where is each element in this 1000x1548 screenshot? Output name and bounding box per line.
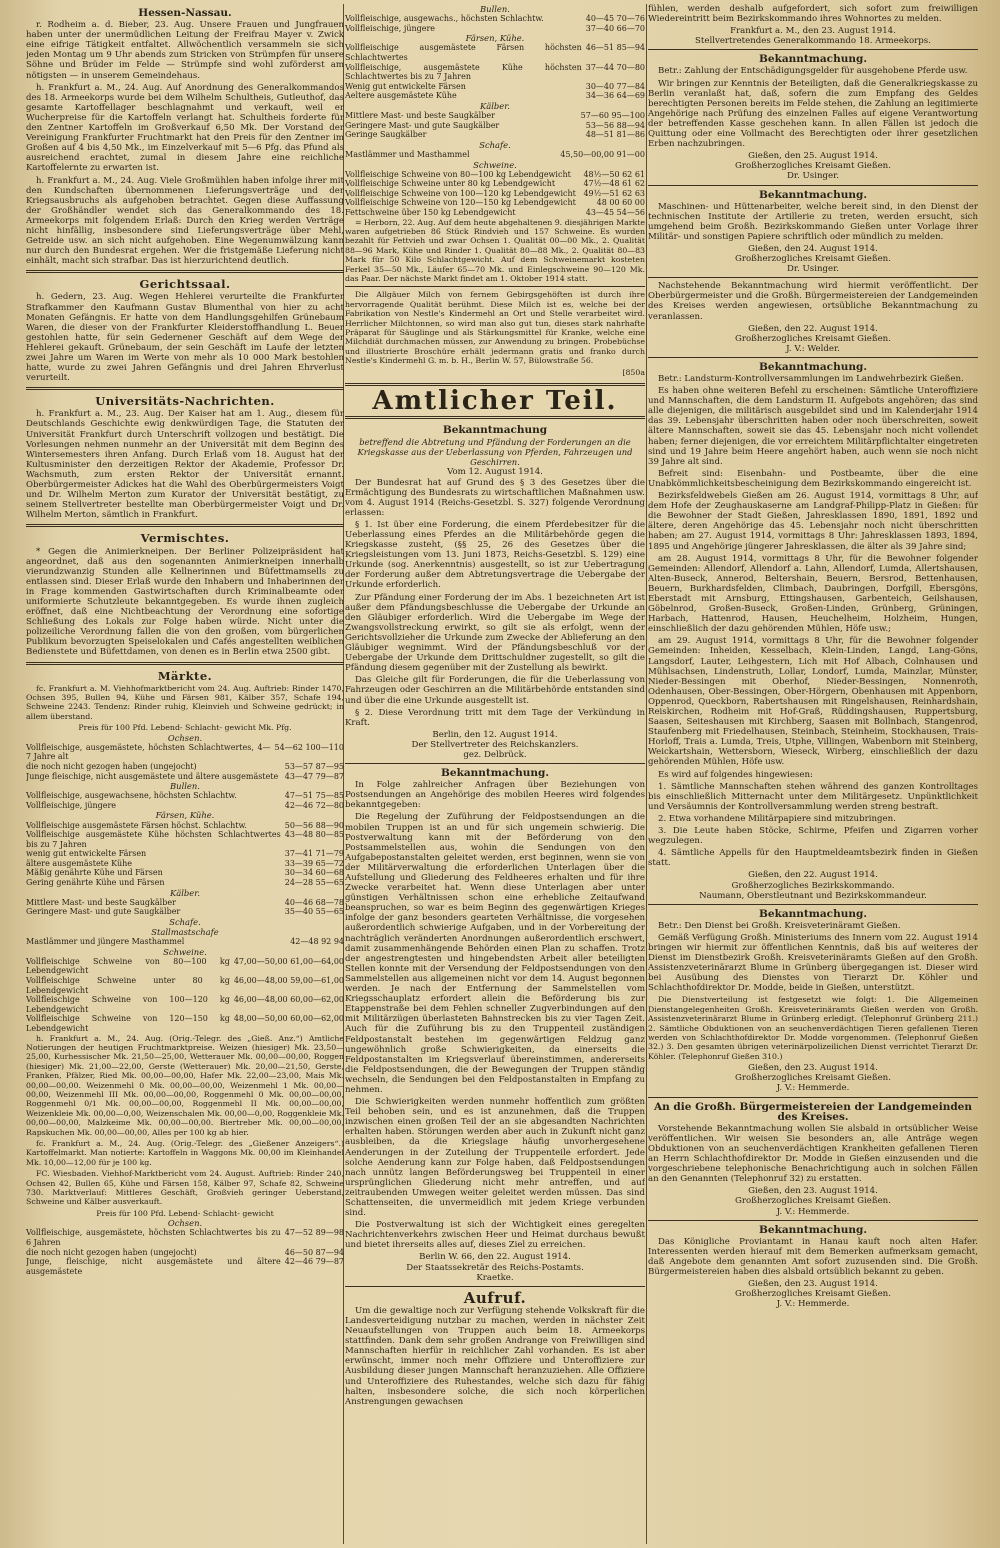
notice-paragraph: § 2. Diese Verordnung tritt mit dem Tage der Verkündung in Kraft. bbox=[345, 707, 645, 728]
market-row-label: wenig gut entwickelte Färsen bbox=[26, 849, 147, 859]
section-divider bbox=[345, 763, 645, 764]
market-row-price: 37—40 66—70 bbox=[585, 23, 645, 33]
column-divider bbox=[646, 4, 647, 1544]
market-row bbox=[345, 111, 645, 121]
market-row-price: 48—51 81—86 bbox=[585, 130, 645, 140]
market-row bbox=[345, 82, 645, 92]
notice-paragraph: 4. Sämtliche Appells für den Hauptmeldeamtsbezirk finden in Gießen statt. bbox=[648, 848, 978, 869]
market-row bbox=[26, 1257, 344, 1276]
market-category: Kälber. bbox=[480, 100, 510, 111]
market-table bbox=[26, 743, 344, 781]
market-row-label: Vollfleischige, ausgemästete, höchsten Schlachtwertes, 4—7 Jahre alt bbox=[26, 742, 271, 762]
market-row-label: Vollfleischige Schweine von 80—100 kg Lebendgewicht bbox=[345, 169, 571, 179]
market-row-price: 47—51 75—85 bbox=[284, 791, 344, 801]
notice-paragraph: Es haben ohne weiteren Befehl zu erscheinen: Sämtliche Unteroffiziere und Mannschaften, die dem Landsturm II. Aufgebots angehören; das sind alle diejenigen, die militärisch ausgebildet sind und im Kalenderjahr 1914 das 39. Lebensjahr überschritten haben oder noch überschreiten, soweit ältere Mannschaften, soweit sie das 45. Lebensjahr noch nicht vollendet haben; ferner diejenigen, die vor erreichtem Militärpflichtalter eingetreten sind und 19 Jahre beim Heere angehört haben, auch wenn sie noch nicht 39 Jahre alt sind. bbox=[648, 386, 978, 467]
market-row bbox=[26, 898, 344, 908]
market-category: Färsen, Kühe. bbox=[465, 33, 525, 44]
notice-signature: Großherzogliches Kreisamt Gießen. bbox=[735, 254, 891, 265]
section-divider bbox=[345, 286, 645, 287]
notice-signature: Großherzogliches Kreisamt Gießen. bbox=[735, 1073, 891, 1084]
market-row-price: 47,00—50,00 61,00—64,00 bbox=[233, 956, 344, 966]
notice-signature: J. V.: Hemmerde. bbox=[776, 1083, 850, 1094]
notice-paragraph: Wir bringen zur Kenntnis der Beteiligten, daß die Generalkriegskasse zu Berlin veranlaßt hat, daß, sofern die zum Empfang des Geldes berechtigten Personen bereits im Felde stehen, die Zahlung an legitimierte Angehörige nach Prüfung des einzelnen Falles auf eigene Verantwortung der betreffenden Kasse geschehen kann. In allen Fällen ist jedoch die Quittung oder eine Vollmacht des Berechtigten oder ihrer gesetzlichen Erben nachzubringen. bbox=[648, 78, 978, 150]
market-row-price: 33—39 65—72 bbox=[284, 858, 344, 868]
advertisement-code: [850a bbox=[622, 367, 645, 377]
section-divider bbox=[345, 1286, 645, 1287]
notice-signature: Gießen, den 25. August 1914. bbox=[748, 151, 878, 162]
market-row-price: 30—34 60—68 bbox=[284, 868, 344, 878]
section-divider bbox=[26, 662, 344, 665]
market-row-price: 46,00—48,00 59,00—61,00 bbox=[233, 976, 344, 985]
market-row-price: 54—62 100—110 bbox=[274, 742, 344, 752]
article-paragraph: h. Gedern, 23. Aug. Wegen Hehlerei verurteilte die Frankfurter Strafkammer den Kaufmann Gustav Blumenthal von hier zu acht Monaten Gefängnis. Er hatte von dem Handlungsgehilfen Grünebaum Waren, die dieser von der Frankfurter Kleiderstoffhandlung L. Beuer gestohlen hatte, für sein Gedernener Geschäft auf dem Wege der Hehlerei gekauft. Grünebaum, der sein Geschäft im Laufe der letzten zwei Jahre um Waren im Werte von mehr als 10 000 Mark bestohlen hatte, wurde zu zwei Jahren Gefängnis und drei Jahren Ehrverlust verurteilt. bbox=[26, 292, 344, 384]
market-row-label: Vollfleischige, jüngere bbox=[26, 800, 117, 810]
market-row bbox=[26, 957, 344, 976]
notice-subject: betreffend die Abtretung und Pfändung der Forderungen an die Kriegskasse aus der Ueberlassung von Pferden, Fahrzeugen und Geschirren. bbox=[357, 437, 633, 468]
market-row-price: 48½—50 62 61 bbox=[583, 169, 645, 179]
notice-paragraph: Das Gleiche gilt für Forderungen, die für die Ueberlassung von Fahrzeugen oder Geschirren an die Militärbehörde entstanden sind und über die eine Urkunde ausgestellt ist. bbox=[345, 675, 645, 706]
market-row-price: 48 00 60 00 bbox=[596, 198, 645, 208]
market-subcategory: Stallmastschafe bbox=[151, 927, 219, 938]
market-category: Schafe. bbox=[169, 916, 201, 927]
notice-signature: J. V.: Hemmerde. bbox=[776, 1206, 850, 1217]
market-row-price: 43—48 80—85 bbox=[284, 830, 344, 840]
market-row bbox=[26, 791, 344, 801]
market-row bbox=[26, 937, 344, 947]
notice-paragraph: Befreit sind: Eisenbahn- und Postbeamte, über die eine Unabkömmlichkeitsbescheinigung dem Bezirkskommando eingereicht ist. bbox=[648, 468, 978, 489]
market-row-price: 40—45 70—76 bbox=[585, 14, 645, 24]
notice-paragraph: am 28. August 1914, vormittags 8 Uhr, für die Bewohner folgender Gemeinden: Allendorf, Allendorf a. Lahn, Allendorf, Lumda, Allertshausen, Alten-Buseck, Annerod, Beltershain, Beuern, Bersrod, Bettenhausen, Beuern, Burkhardsfelden, Climbach, Daubringen, Dorfgill, Ebersgöns, Eberstadt mit Arnsburg, Ettingshausen, Garbenteich, Geilshausen, Göbelnrod, Großen-Buseck, Großen-Linden, Grünberg, Grüningen, Harbach, Hattenrod, Hausen, Heuchelheim, Holzheim, Hungen, einschließlich der dazu gehörenden Mühlen, Höfe usw.; bbox=[648, 553, 978, 635]
notice-signature: Großherzogliches Kreisamt Gießen. bbox=[735, 161, 891, 172]
notice-signature: Berlin W. 66, den 22. August 1914. bbox=[419, 1252, 571, 1263]
market-columns: Preis für 100 Pfd. Lebend- Schlacht- gewicht Mk. Pfg. bbox=[78, 723, 292, 733]
market-table bbox=[345, 14, 645, 33]
market-row-price: 43—45 54—56 bbox=[585, 207, 645, 217]
notice-heading: Bekanntmachung. bbox=[759, 53, 867, 66]
notice-signature: Großherzogliches Kreisamt Gießen. bbox=[735, 333, 891, 344]
market-row-price: 40—46 68—78 bbox=[284, 897, 344, 907]
market-category: Schweine. bbox=[473, 159, 517, 170]
market-row bbox=[345, 208, 645, 218]
market-row bbox=[345, 43, 645, 62]
market-row-label: Vollfleischige, jüngere bbox=[345, 23, 436, 33]
article-paragraph: fc. Frankfurt a. M., 24. Aug. (Orig.-Telegr. des „Gießener Anzeigers“.) Kartoffelmarkt. Man notierte: Kartoffeln in Waggons Mk. 00,00 im Kleinhandel Mk. 10,00—12,00 für je 100 kg. bbox=[26, 1139, 344, 1167]
notice-paragraph: Vorstehende Bekanntmachung wollen Sie alsbald in ortsüblicher Weise veröffentlichen. Wir weisen Sie besonders an, alle Anträge wegen Obduktionen von an seuchenverdächtigen Krankheiten gefallenen Tieren an Herrn Schlachthofdirektor Dr. Modde in Gießen einzusenden und die vorgeschriebene telephonische Benachrichtigung auch in solchen Fällen an den Genannten (Telephonruf 32) zu erstatten. bbox=[648, 1123, 978, 1185]
notice-heading: Bekanntmachung. bbox=[759, 360, 867, 373]
notice-paragraph: § 1. Ist über eine Forderung, die einem Pferdebesitzer für die Ueberlassung eines Pferdes an die Militärbehörde gegen die Kriegskasse zusteht, (§§ 25, 26 des Gesetzes über die Kriegsleistungen vom 13. Juni 1873, Reichs-Gesetzbl. S. 129) eine Urkunde (sog. Anerkenntnis) ausgestellt, so ist zur Uebertragung der Forderung außer dem Abtretungsvertrage die Uebergabe der Urkunde erforderlich. bbox=[345, 519, 645, 591]
notice-signature: gez. Delbrück. bbox=[463, 749, 527, 760]
market-row-label: Mittlere Mast- und beste Saugkälber bbox=[26, 897, 176, 907]
section-heading-amtlicher-teil: Amtlicher Teil. bbox=[345, 383, 645, 419]
market-row-price: 37—44 70—80 bbox=[585, 62, 645, 72]
market-row bbox=[345, 150, 645, 160]
market-row bbox=[26, 907, 344, 917]
notice-signature: Gießen, den 23. August 1914. bbox=[748, 1063, 878, 1074]
market-category: Schafe. bbox=[479, 139, 511, 150]
market-intro: fc. Frankfurt a. M. Viehhofmarktbericht vom 24. Aug. Auftrieb: Rinder 1470, Ochsen 395, Bullen 94, Kühe und Färsen 981, Kälber 357, Schafe 194, Schweine 2243. Tendenz: Rinder ruhig, Kleinvieh und Schweine gedrückt; in allem überstand. bbox=[26, 683, 344, 721]
market-row bbox=[26, 801, 344, 811]
market-row bbox=[26, 1248, 344, 1258]
market-row-price: 45,50—00,00 91—00 bbox=[560, 149, 645, 159]
market-table bbox=[26, 791, 344, 810]
market-row-price: 34—36 64—69 bbox=[585, 91, 645, 101]
market-row bbox=[26, 830, 344, 849]
notice-subject: Betr.: Landsturm-Kontrollversammlungen im Landwehrbezirk Gießen. bbox=[658, 374, 964, 384]
notice-paragraph: Es wird auf folgendes hingewiesen: bbox=[658, 769, 813, 780]
section-heading-universitaet: Universitäts-Nachrichten. bbox=[95, 394, 275, 409]
market-row-label: Vollfleischige, ausgemästete, höchsten Schlachtwertes bis zu 6 Jahren bbox=[26, 1228, 281, 1247]
notice-subject: Betr.: Zahlung der Entschädigungsgelder für ausgehobene Pferde usw. bbox=[658, 66, 968, 77]
notice-paragraph: Maschinen- und Hüttenarbeiter, welche bereit sind, in den Dienst der technischen Institute der Artillerie zu treten, werden ersucht, sich umgehend beim Großh. Bezirkskommando Gießen unter Vorlage ihrer Militär- und sonstigen Papiere schriftlich oder mündlich zu melden. bbox=[648, 201, 978, 242]
market-row bbox=[26, 762, 344, 772]
article-paragraph: h. Frankfurt a. M., 23. Aug. Der Kaiser hat am 1. Aug., diesem für Deutschlands Geschichte ewig denkwürdigen Tage, die Statuten der Universität Frankfurt durch Unterschrift vollzogen und bestätigt. Die Vorlesungen nehmen nunmehr an der Universität mit dem Beginn des Wintersemesters ihren Anfang. Durch Erlaß vom 18. August hat der Kultusminister den derzeitigen Rektor der Akademie, Professor Dr. Wachsmuth, zum ersten Rektor der Universität ernannt. Oberbürgermeister Adickes hat die Wahl des Oberbürgermeisters Voigt und Dr. Wilhelm Merton zum Kurator der Universität bestätigt, zu seinem Stellvertreter bestellte man Oberbürgermeister Voigt und Dr. Wilhelm Merton, sämtlich in Frankfurt. bbox=[26, 409, 344, 521]
market-row-label: Geringere Mast- und gute Saugkälber bbox=[26, 907, 181, 917]
section-divider bbox=[648, 49, 978, 50]
article-paragraph: h. Frankfurt a. M., 24. Aug. Auf Anordnung des Generalkommandos des 18. Armeekorps wurde bei dem Wilhelm Schultheis, Gutleuthof, das gesamte Kartoffellager beschlagnahmt und verkauft, weil er Wucherpreise für die Kartoffeln verlangt hat. Schultheis forderte für den Zentner Kartoffeln im Großverkauf 6,50 Mk. Der Vorstand der Vereinigung Frankfurter Fruchtmarkt hat den Preis für den Zentner im Großen auf 4 bis 4,50 Mk., im Einzelverkauf mit 5—6 Pfg. das Pfund als ausreichend erachtet, zumal in diesem Jahre eine reichliche Kartoffelernte zu erwarten ist. bbox=[26, 82, 344, 174]
market-row-label: die noch nicht gezogen haben (ungejocht) bbox=[26, 761, 197, 771]
notice-signature: Großherzogliches Bezirkskommando. bbox=[731, 880, 895, 891]
notice-heading: Bekanntmachung. bbox=[759, 188, 867, 201]
market-row bbox=[345, 130, 645, 140]
market-row bbox=[26, 772, 344, 782]
market-row bbox=[26, 849, 344, 859]
notice-paragraph: 2. Etwa vorhandene Militärpapiere sind mitzubringen. bbox=[658, 813, 896, 824]
notice-heading: An die Großh. Bürgermeistereien der Landgemeinden des Kreises. bbox=[654, 1100, 972, 1123]
article-paragraph: * Gegen die Animierkneipen. Der Berliner Polizeipräsident hat angeordnet, daß aus den sogenannten Animierkneipen innerhalb vierundzwanzig Stunden alle Kellnerinnen und Büfettmamsells zu entlassen sind. Dieser Erlaß wurde den Inhabern und Inhaberinnen der in Frage kommenden Gastwirtschaften durch Kriminalbeamte oder uniformierte Schutzleute bekanntgegeben. Es wurde ihnen zugleich eröffnet, daß eine Nichtbeachtung der Verordnung eine sofortige Schließung des Lokals zur Folge haben würde. Nicht unter die polizeiliche Verordnung fallen die von den großen, vom bürgerlichen Publikum bevorzugten Speiselokalen und Cafés angestellten weiblichen Bedienstete und Büfettdamen, von denen es in Berlin etwa 2500 gibt. bbox=[26, 546, 344, 658]
section-heading-hessen: Hessen-Nassau. bbox=[138, 7, 232, 19]
notice-paragraph: Bezirksfeldwebels Gießen am 26. August 1914, vormittags 8 Uhr, auf dem Hofe der Zeughauskaserne am Landgraf-Philipp-Platz in Gießen: für die Bewohner der Stadt Gießen, Jahresklassen 1890, 1891, 1892 und ältere, deren Angehörige das 45. Lebensjahr noch nicht überschritten haben; am 27. August 1914, vormittags 8 Uhr: Jahresklassen 1893, 1894, 1895 und Angehörige jüngerer Jahresklassen, die älter als 39 Jahre sind; bbox=[648, 491, 978, 552]
notice-signature: Gießen, den 23. August 1914. bbox=[748, 1279, 878, 1290]
notice-signature: Dr. Usinger. bbox=[787, 171, 839, 182]
notice-heading: Bekanntmachung. bbox=[759, 907, 867, 920]
market-row-price: 35—40 55—65 bbox=[284, 907, 344, 917]
market-row bbox=[345, 91, 645, 101]
column-1 bbox=[26, 4, 344, 1544]
market-row-price: 42—46 72—80 bbox=[284, 800, 344, 810]
section-divider bbox=[26, 524, 344, 527]
advertisement-nestle: Die Allgäuer Milch von fernem Gebirgsgehöften ist durch ihre hervorragende Qualität berühmt. Diese Milch ist es, welche bei der Fabrikation von Nestle's Kindermehl an Ort und Stelle verarbeitet wird. Herrlicher Milchtonnen, so wird man also gut tun, dieses stark nahrhafte Präparat für Säuglinge und als Stärkungsmittel für Kranke, welche eine Milchdiät durchmachen müssen, zur Anwendung zu bringen. Probebüchse und illustrierte Broschüre erhält jedermann gratis und franko durch Nestle's Kindermehl G. m. b. H., Berlin W. 57, Bülowstraße 56. bbox=[345, 290, 645, 366]
notice-paragraph: 3. Die Leute haben Stöcke, Schirme, Pfeifen und Zigarren vorher wegzulegen. bbox=[648, 826, 978, 847]
market-row-label: Vollfleischige, ausgewachsene, höchsten Schlachtw. bbox=[26, 791, 237, 801]
notice-paragraph: Nachstehende Bekanntmachung wird hiermit veröffentlicht. Der Oberbürgermeister und die Großh. Bürgermeistereien der Landgemeinden des Kreises werden angewiesen, ortsübliche Bekanntmachung zu veranlassen. bbox=[648, 281, 978, 322]
section-divider bbox=[648, 1097, 978, 1098]
market-row-label: die noch nicht gezogen haben (ungejocht) bbox=[26, 1247, 197, 1257]
section-divider bbox=[26, 387, 344, 390]
market-table bbox=[26, 937, 344, 947]
market-row-label: Mäßig genährte Kühe und Färsen bbox=[26, 868, 163, 878]
market-row-price: 30—40 77—84 bbox=[585, 81, 645, 91]
notice-heading-aufruf: Aufruf. bbox=[463, 1288, 527, 1307]
notice-paragraph: Um die gewaltige noch zur Verfügung stehende Volkskraft für die Landesverteidigung nutzbar zu machen, werden in nächster Zeit Neuaufstellungen von Truppen auch beim 18. Armeekorps stattfinden. Dank dem sehr großen Andrange von Freiwilligen sind Mannschaften hierfür in reichlicher Zahl vorhanden. Es ist aber erwünscht, immer noch mehr Offiziere und Unteroffiziere zur Ausbildung dieser jungen Mannschaft heranzuziehen. Alle Offiziere und Unteroffiziere des Ruhestandes, welche sich dazu für fähig halten, insbesondere solche, die sich noch körperlichen Anstrengungen gewachsen bbox=[345, 1305, 645, 1407]
section-divider bbox=[648, 1220, 978, 1221]
market-row-price: 53—57 87—95 bbox=[284, 761, 344, 771]
market-category: Bullen. bbox=[170, 781, 200, 792]
market-row-label: Vollfleischige Schweine von 80—100 kg Lebendgewicht bbox=[26, 956, 230, 976]
market-row-label: Vollfleischige ausgemästete Färsen höchst. Schlachtw. bbox=[26, 820, 247, 830]
column-3 bbox=[648, 4, 978, 1544]
notice-subject: Betr.: Den Dienst bei Großh. Kreisveterinäramt Gießen. bbox=[658, 920, 901, 931]
market-category: Färsen, Kühe. bbox=[155, 810, 215, 821]
notice-signature: Der Staatssekretär des Reichs-Postamts. bbox=[406, 1262, 584, 1273]
notice-paragraph: fühlen, werden deshalb aufgefordert, sich sofort zum freiwilligen Wiedereintritt beim Bezirkskommando ihres Wohnortes zu melden. bbox=[648, 4, 978, 25]
market-row-price: 47½—48 61 62 bbox=[583, 179, 645, 189]
market-row-label: Aeltere ausgemästete Kühe bbox=[345, 91, 457, 101]
market-row bbox=[345, 170, 645, 180]
market-row-price: 37—41 71—79 bbox=[284, 849, 344, 859]
market-row bbox=[26, 995, 344, 1014]
market-row bbox=[26, 868, 344, 878]
notice-paragraph: Die Postverwaltung ist sich der Wichtigkeit eines geregelten Nachrichtenverkehrs zwischen Heer und Heimat durchaus bewußt und bietet ihrerseits alles auf, dieses Ziel zu erreichen. bbox=[345, 1220, 645, 1251]
market-row-label: Geringere Mast- und gute Saugkälber bbox=[345, 120, 500, 130]
market-table bbox=[345, 43, 645, 101]
market-row-price: 48,00—50,00 60,00—62,00 bbox=[233, 1014, 344, 1024]
notice-paragraph: Zur Pfändung einer Forderung der im Abs. 1 bezeichneten Art ist außer dem Pfändungsbeschlusse die Uebergabe der Urkunde an den Gläubiger erforderlich. Wird die Uebergabe im Wege der Zwangsvollstreckung erwirkt, so gilt sie als erfolgt, wenn der Gerichtsvollzieher die Urkunde zum Zwecke der Ablieferung an den Gläubiger wegnimmt. Wird der Pfändungsbeschluß vor der Uebergabe der Urkunde dem Drittschuldner zugestellt, so gilt die Pfändung diesem gegenüber mit der Zustellung als bewirkt. bbox=[345, 592, 645, 674]
market-row bbox=[345, 179, 645, 189]
section-heading-gerichtssaal: Gerichtssaal. bbox=[139, 277, 231, 292]
notice-paragraph: In Folge zahlreicher Anfragen über Beziehungen von Postsendungen an Angehörige des mobilen Heeres wird folgendes bekanntgegeben: bbox=[345, 780, 645, 811]
market-row-label: Wenig gut entwickelte Färsen bbox=[345, 81, 466, 91]
market-table bbox=[26, 957, 344, 1034]
market-row-label: Vollfleischige Schweine von 100—120 kg Lebendgewicht bbox=[345, 188, 576, 198]
article-paragraph: h. Frankfurt a. M., 24. Aug. Viele Großmühlen haben infolge ihrer mit den Kundschaften übernommenen Lieferungsverträge und der Kriegsausbruchs als aufgehoben betrachtet. Gegen diese Auffassung der Großhändler wendet sich das Generalkommando des 18. Armeekorps mit folgendem Erlaß: Durch den Krieg werden Verträge nicht hinfällig, insbesondere sind Lieferungsverträge über Mehl, Getreide usw. an sich nicht aufgehoben. Eine Wegenumwälzung kann nur durch den Bundesrat ergehen. Wer die fristgemäße Lieferung nicht einhält, macht sich strafbar. Das ist hierzurichtend deutlich. bbox=[26, 175, 344, 267]
market-row bbox=[26, 1228, 344, 1247]
notice-date: Vom 12. August 1914. bbox=[447, 467, 543, 478]
notice-paragraph: 1. Sämtliche Mannschaften stehen während des ganzen Kontrolltages bis einschließlich Mitternacht unter dem Militärgesetz. Unpünktlichkeit und Versäumnis der Kontrollversammlung werden streng bestraft. bbox=[648, 781, 978, 812]
notice-paragraph: Die Schwierigkeiten werden nunmehr hoffentlich zum größten Teil behoben sein, und es ist anzunehmen, daß die Truppen inzwischen einen großen Teil der an sie abgesandten Nachrichten erhalten haben. Störungen werden aber auch in Zukunft nicht ganz ausbleiben, da die Kriegslage häufig unvorhergesehene Aenderungen in der Zuteilung der Truppenteile erfordert. Jede solche Aenderung kann zur Folge haben, daß Feldpostsendungen nach unnütz langen Beförderungsweg bei Truppenteil in einer ursprünglichen Gliederung nicht mehr antreffen, und auf zeitraubenden Umwegen weiter geleitet werden müssen. Das sind Schattenseiten, die unvermeidlich mit jedem Kriege verbunden sind. bbox=[345, 1097, 645, 1219]
section-divider bbox=[648, 185, 978, 186]
notice-signature: Stellvertretendes Generalkommando 18. Armeekorps. bbox=[695, 36, 931, 47]
market-table bbox=[345, 150, 645, 160]
market-row-price: 46—50 87—94 bbox=[284, 1247, 344, 1257]
market-row-price: 49½—51 62 63 bbox=[583, 188, 645, 198]
market-row bbox=[345, 14, 645, 24]
market-row bbox=[345, 63, 645, 82]
section-divider bbox=[648, 277, 978, 278]
market-category: Ochsen. bbox=[167, 1218, 203, 1229]
market-row-label: Vollfleischige Schweine von 120—150 kg Lebendgewicht bbox=[26, 1014, 230, 1033]
market-row bbox=[345, 121, 645, 131]
market-row-price: 24—28 55—65 bbox=[284, 878, 344, 888]
notice-signature: Der Stellvertreter des Reichskanzlers. bbox=[411, 739, 579, 750]
market-table bbox=[345, 111, 645, 140]
market-row-label: Vollfleischige ausgemästete Kühe höchsten Schlachtwertes bis zu 7 Jahren bbox=[26, 830, 281, 849]
market-row bbox=[26, 1014, 344, 1033]
market-row bbox=[26, 859, 344, 869]
market-row-label: Mastlämmer und jüngere Masthammel bbox=[26, 937, 185, 947]
notice-heading: Bekanntmachung. bbox=[441, 767, 549, 780]
notice-paragraph: Die Regelung der Zuführung der Feldpostsendungen an die mobilen Truppen ist an und für sich ungemein schwierig. Die Postverwaltung kann mit der Beförderung von den Postsammelstellen aus, wohin die Sendungen von den Aufgabepostanstalten geleitet werden, erst beginnen, wenn sie von der Militärverwaltung die erforderlichen Unterlagen über die Aufstellung und Gliederung des Feldheeres erhalten und für ihre Zwecke verarbeitet hat. Wenn diese Unterlagen aber unter günstigen Verhältnissen schon eine erhebliche Zeitaufwand beanspruchen, so war es beim Beginn des gegenwärtigen Krieges infolge der ganz besonders gearteten Verhältnisse, die vorgesehen außerordentlich schwierige Aufgaben, und in der Vorbereitung der nachträglich veränderten Anordnungen außerordentlich erschwert, damit zusammenhängende Behörden einen Plan zu schaffen. Trotz der angestrengtesten und hingebendsten Arbeit aller beteiligten Stellen konnte mit der Versendung der Feldpostsendungen von den Sammelstellen aus allgemeinen nicht vor dem 14. August begonnen werden. Je nach der Entfernung der Sammelstellen vom Kriegsschauplatz erfordert allein die Beförderung bis zur Etappenstraße bei dem Fehlen schneller Zugverbindungen auf den mit Militärzügen überlasteten Bahnstrecken bis zu vier Tagen Zeit. Auch für die Zuführung bis zu den Truppenteil zuständigen Feldpostanstalt bestehen im gegenwärtigen Feldzug ganz ungewöhnlich große Schwierigkeiten, da einerseits die Feldpostanstalten im Kriegsverlauf übereinstimmen, andererseits die Feldpostsendungen, die der Bewegungen der Truppen ständig wechseln, die Sendungen bei den Feldpostanstalten in Empfang zu nehmen. bbox=[345, 812, 645, 1095]
market-row bbox=[345, 189, 645, 199]
market-row-label: ältere ausgemästete Kühe bbox=[26, 858, 133, 868]
market-row-label: Mittlere Mast- und beste Saugkälber bbox=[345, 111, 495, 121]
market-row bbox=[26, 821, 344, 831]
notice-paragraph: Der Bundesrat hat auf Grund des § 3 des Gesetzes über die Ermächtigung des Bundesrats zu wirtschaftlichen Maßnahmen usw. vom 4. August 1914 (Reichs-Gesetzbl. S. 327) folgende Verordnung erlassen: bbox=[345, 477, 645, 518]
section-heading-vermischtes: Vermischtes. bbox=[140, 531, 230, 546]
notice-signature: Naumann, Oberstleutnant und Bezirkskommandeur. bbox=[699, 890, 927, 901]
market-row bbox=[26, 976, 344, 995]
market-row-label: Junge fleischige, nicht ausgemästete und ältere ausgemästete bbox=[26, 771, 279, 781]
notice-paragraph: Gemäß Verfügung Großh. Ministeriums des Innern vom 22. August 1914 bringen wir hiermit zur öffentlichen Kenntnis, daß bis auf weiteres der Dienst im Dienstbezirk Großh. Kreisveterinäramts Gießen auf den Großh. Assistenzveterinärarzt Blume in Grünberg übergegangen ist. Dieser wird bei Ausübung des Dienstes von Tierarzt Dr. Köhler und Schlachthofdirektor Dr. Modde, beide in Gießen, unterstützt. bbox=[648, 932, 978, 994]
market-category: Schweine. bbox=[163, 946, 207, 957]
notice-signature: J. V.: Welder. bbox=[786, 343, 840, 354]
market-table bbox=[26, 821, 344, 888]
market-row bbox=[26, 743, 344, 762]
market-row-price: 46,00—48,00 60,00—62,00 bbox=[233, 995, 344, 1005]
market-table bbox=[26, 1228, 344, 1276]
notice-signature: Dr. Usinger. bbox=[787, 264, 839, 275]
market-row-price: 46—51 85—94 bbox=[585, 43, 645, 53]
market-row-price: 57—60 95—100 bbox=[580, 111, 645, 121]
article-paragraph: h. Frankfurt a. M., 24. Aug. (Orig.-Telegr. des „Gieß. Anz.“) Amtliche Notierungen der heutigen Fruchtmarktpreise. Weizen (hiesiger) Mk. 23,50—25,00, Kurhessischer Mk. 21,50—25,00, Wetterauer Mk. 00,00—00,00, Roggen (hiesiger) Mk. 21,00—22,00, Gerste (Wetterauer) Mk. 20,00—21,50, Gerste, Franken, Pfälzer, Ried Mk. 00,00—00,00, Hafer Mk. 22,00—23,00, Mais Mk. 00,00—00,00. Weizenmehl 0 Mk. 00,00—00,00, Weizenmehl 1 Mk. 00,00—00,00, Weizenmehl III Mk. 00,00—00,00, Roggenmehl 0 Mk. 00,00—00,00, Roggenmehl 0/1 Mk. 00,00—00,00, Roggenmehl II Mk. 00,00—00,00, Weizenkleie Mk. 00,00—0,00, Weizenschalen Mk. 00,00—0,00, Roggenkleie Mk. 00,00—00,00, Malzkeime Mk. 00,00—00,00. Biertreber Mk. 00,00—00,00, Rapskuchen Mk. 00,00—00,00, Alles per 100 kg ab hier. bbox=[26, 1033, 344, 1137]
notice-paragraph: Die Dienstverteilung ist festgesetzt wie folgt: 1. Die Allgemeinen Dienstangelegenheiten Großh. Kreisveterinäramts Gießen werden von Großh. Assistenzveterinärarzt Blume in Grünberg erledigt. (Telephonruf Grünberg 211.) 2. Sämtliche Obduktionen von an seuchenverdächtigen Tieren gefallenen Tieren werden von Schlachthofdirektor Dr. Modde vorgenommen. (Telephonruf Gießen 32.) 3. Den gesamten übrigen veterinärpolizeilichen Dienst verrichtet Tierarzt Dr. Köhler. (Telephonruf Gießen 310.) bbox=[648, 995, 978, 1061]
market-table bbox=[26, 898, 344, 917]
column-2 bbox=[345, 4, 645, 1544]
notice-signature: Großherzogliches Kreisamt Gießen. bbox=[735, 1196, 891, 1207]
market-row-label: Fettschweine über 150 kg Lebendgewicht bbox=[345, 207, 516, 217]
article-paragraph: r. Rodheim a. d. Bieber, 23. Aug. Unsere Frauen und Jungfrauen haben unter der unermüdlichen Leitung der Freifrau Mayer v. Zwick eine eifrige Tätigkeit entfaltet. Allwöchentlich versammeln sie sich jeden Montag um 9 Uhr abends zum Stricken von Strümpfen für unsere Söhne und Brüder im Felde — Strümpfe sind wohl zuförderst am nötigsten — in unserem Gemeindehaus. bbox=[26, 20, 344, 81]
market-columns: Preis für 100 Pfd. Lebend- Schlacht- gewicht bbox=[96, 1208, 274, 1218]
market-row bbox=[26, 878, 344, 888]
notice-signature: Frankfurt a. M., den 23. August 1914. bbox=[730, 26, 896, 37]
section-divider bbox=[648, 904, 978, 905]
notice-signature: J. V.: Hemmerde. bbox=[776, 1299, 850, 1310]
notice-heading: Bekanntmachung bbox=[442, 424, 548, 437]
section-divider bbox=[26, 270, 344, 273]
market-category: Kälber. bbox=[170, 887, 200, 898]
market-row-label: Vollfleischige, ausgewachs., höchsten Schlachtw. bbox=[345, 14, 544, 24]
market-row-label: Vollfleischige Schweine von 100—120 kg Lebendgewicht bbox=[26, 995, 230, 1014]
notice-paragraph: Das Königliche Proviantamt in Hanau kauft noch alten Hafer. Interessenten werden hierauf mit dem Bemerken aufmerksam gemacht, daß Angebote dem genannten Amt sofort zuzusenden sind. Die Großh. Bürgermeistereien haben dies alsbald ortsüblich bekannt zu geben. bbox=[648, 1236, 978, 1277]
market-row-label: Geringe Saugkälber bbox=[345, 130, 427, 140]
notice-signature: Berlin, den 12. August 1914. bbox=[432, 729, 558, 740]
section-heading-maerkte: Märkte. bbox=[157, 668, 213, 683]
market-row-label: Mastlämmer und Masthammel bbox=[345, 149, 470, 159]
market-row bbox=[345, 24, 645, 34]
market-row-label: Gering genährte Kühe und Färsen bbox=[26, 878, 165, 888]
notice-signature: Kraetke. bbox=[476, 1272, 514, 1283]
notice-signature: Gießen, den 24. August 1914. bbox=[748, 243, 878, 254]
notice-heading: Bekanntmachung. bbox=[759, 1223, 867, 1236]
market-row-price: 42—46 79—87 bbox=[284, 1257, 344, 1267]
article-paragraph: FC. Wiesbaden. Viehhof-Marktbericht vom 24. August. Auftrieb: Rinder 240, Ochsen 42, Bullen 65, Kühe und Färsen 158, Kälber 97, Schafe 82, Schweine 730. Marktverlauf: Mittleres Geschäft, Großvieh geringer Ueberstand, Schweine und Kälber ausverkauft. bbox=[26, 1169, 344, 1207]
market-row-price: 50—56 88—90 bbox=[284, 820, 344, 830]
notice-paragraph: am 29. August 1914, vormittags 8 Uhr, für die Bewohner folgender Gemeinden: Inheiden, Kesselbach, Klein-Linden, Langd, Lang-Göns, Langsdorf, Lauter, Leihgestern, Lich mit Hof Albach, Colnhausen und Mühlsachsen, Lindenstruth, Lollar, Londorf, Lumda, Mainzlar, Münster, Nieder-Bessingen mit Oberhof, Nieder-Bessingen, Nonnenroth, Odenhausen, Ober-Bessingen, Ober-Hörgern, Obenhausen mit Appenborn, Oppenrod, Queckborn, Rabertshausen mit Ringelshausen, Reinhardshain, Reiskirchen, Rodheim mit Hof-Graß, Rüddingshausen, Ruppertsburg, Saasen, Seiteshausen mit Kirchberg, Saasen mit Bollnbach, Stangenrod, Staufenberg mit Friedelhausen, Steinbach, Steinheim, Stockhausen, Trais-Horloff, Trais a. Lumda, Treis, Utphe, Villingen, Wabenborn mit Steinberg, Weickartshain, Wettersborn, Wieseck, Wirberg, einschließlich der dazu gehörenden Mühlen, Höfe usw. bbox=[648, 636, 978, 768]
market-row bbox=[345, 198, 645, 208]
notice-signature: Gießen, den 22. August 1914. bbox=[748, 323, 878, 334]
market-row-label: Vollfleischige Schweine unter 80 kg Lebendgewicht bbox=[345, 179, 556, 189]
market-row-label: Junge, fleischige, nicht ausgemästete und ältere ausgemästete bbox=[26, 1257, 281, 1276]
market-table bbox=[345, 170, 645, 218]
market-row-price: 53—56 88—94 bbox=[585, 120, 645, 130]
market-row-price: 43—47 79—87 bbox=[284, 771, 344, 781]
market-row-price: 42—48 92 94 bbox=[290, 937, 344, 947]
market-row-price: 47—52 89—98 bbox=[284, 1228, 344, 1238]
notice-signature: Großherzogliches Kreisamt Gießen. bbox=[735, 1289, 891, 1300]
article-paragraph: = Herborn, 22. Aug. Auf dem heute abgehaltenen 9. diesjährigen Markte waren aufgetrieben 86 Stück Rindvieh und 157 Schweine. Es wurden bezahlt für Fettvieh und zwar Ochsen 1. Qualität 00—00 Mk., 2. Qualität 88—96 Mark, Kühe und Rinder 1. Qualität 80—88 Mk., 2. Qualität 80—83 Mark für 50 Kilo Schlachtgewicht. Auf dem Schweinemarkt kosteten Ferkel 35—50 Mk., Läufer 65—70 Mk. und Einlegschweine 90—120 Mk. das Paar. Der nächste Markt findet am 1. Oktober 1914 statt. bbox=[345, 217, 645, 283]
market-row-label: Vollfleischige Schweine von 120—150 kg Lebendgewicht bbox=[345, 198, 576, 208]
section-divider bbox=[648, 357, 978, 358]
notice-signature: Gießen, den 23. August 1914. bbox=[748, 1186, 878, 1197]
market-row-label: Vollfleischige ausgemästete Färsen höchsten Schlachtwertes bbox=[345, 43, 582, 62]
market-category: Ochsen. bbox=[167, 732, 203, 743]
market-row-label: Vollfleischige Schweine unter 80 kg Lebendgewicht bbox=[26, 976, 230, 995]
market-row-label: Vollfleischige, ausgemästete Kühe höchsten Schlachtwertes bis zu 7 Jahren bbox=[345, 62, 582, 82]
notice-signature: Gießen, den 22. August 1914. bbox=[748, 870, 878, 881]
market-category: Bullen. bbox=[480, 4, 510, 14]
